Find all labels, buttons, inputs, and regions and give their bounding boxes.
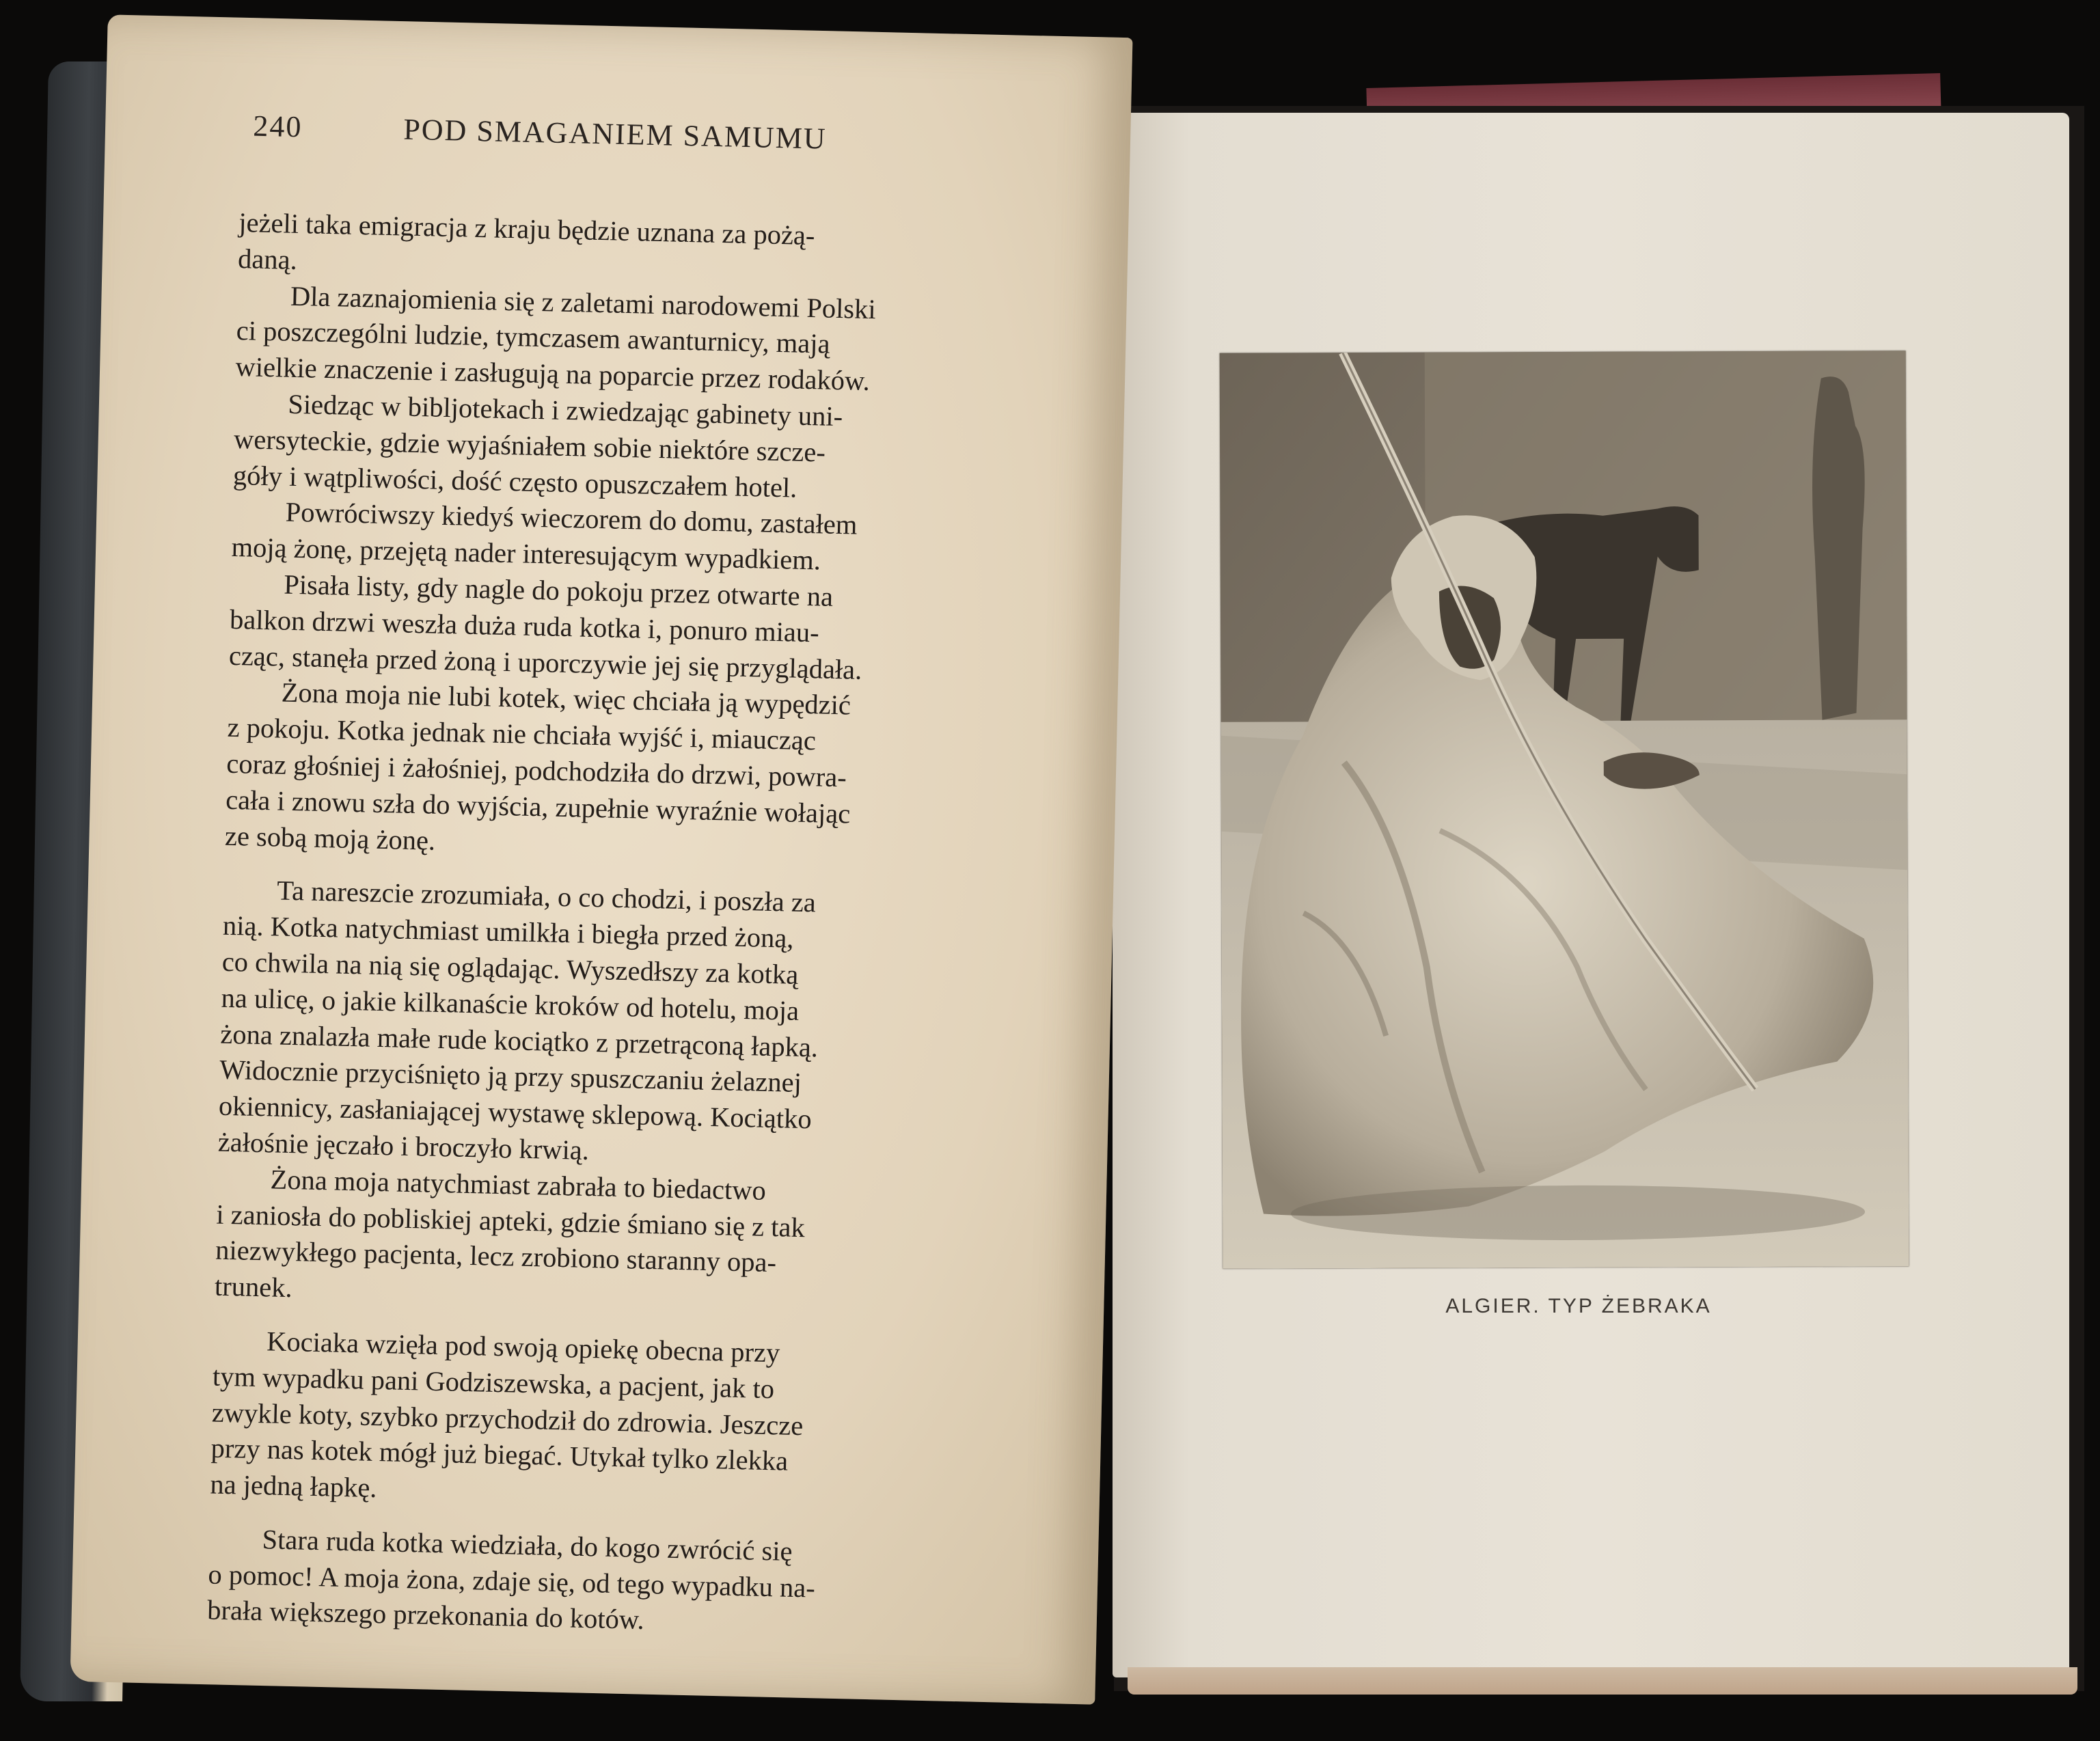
- text-line: wielkie znaczenie i zasługują na poparcie przez rodaków.: [235, 351, 871, 397]
- text-line: jeżeli taka emigracja z kraju będzie uznana za pożą-: [238, 206, 815, 251]
- text-line: na ulicę, o jakie kilkanaście kroków od hotelu, moja: [221, 982, 800, 1026]
- text-line: Powróciwszy kiedyś wieczorem do domu, zastałem: [285, 497, 858, 541]
- text-line: nią. Kotka natychmiast umilkła i biegła przed żoną,: [222, 909, 794, 954]
- text-line: Żona moja natychmiast zabrała to biedactwo: [270, 1164, 767, 1206]
- text-line: daną.: [237, 243, 298, 275]
- text-line: góły i wątpliwości, dość często opuszczałem hotel.: [232, 459, 797, 504]
- text-line: o pomoc! A moja żona, zdaje się, od tego wypadku na-: [208, 1559, 816, 1604]
- text-line: moją żonę, przejętą nader interesującym wypadkiem.: [231, 532, 821, 576]
- text-line: coraz głośniej i żałośniej, podchodziła do drzwi, powra-: [226, 748, 847, 793]
- text-line: cała i znowu szła do wyjścia, zupełnie wyraźnie wołając: [225, 784, 851, 830]
- running-head: POD SMAGANIEM SAMUMU: [403, 112, 828, 156]
- text-line: trunek.: [214, 1270, 293, 1304]
- beggar-photograph: [1220, 351, 1909, 1268]
- text-line: Pisała listy, gdy nagle do pokoju przez otwarte na: [283, 568, 834, 612]
- text-line: zwykle koty, szybko przychodził do zdrowia. Jeszcze: [211, 1397, 804, 1441]
- text-line: żona znalazła małe rude kociątko z przetrąconą łapką.: [219, 1018, 819, 1063]
- text-line: żałośnie jęczało i broczyło krwią.: [217, 1126, 590, 1166]
- text-line: cząc, stanęła przed żoną i uporczywie jej się przyglądała.: [228, 640, 862, 685]
- page-number: 240: [252, 109, 303, 144]
- photo-caption: ALGIER. TYP ŻEBRAKA: [1445, 1295, 1712, 1317]
- text-line: ci poszczególni ludzie, tymczasem awanturnicy, mają: [236, 315, 831, 360]
- text-line: Kociaka wzięła pod swoją opiekę obecna przy: [266, 1326, 780, 1369]
- text-line: i zaniosła do pobliskiej apteki, gdzie śmiano się z tak: [215, 1198, 806, 1243]
- text-line: Dla zaznajomienia się z zaletami narodowemi Polski: [290, 280, 877, 325]
- text-line: ze sobą moją żonę.: [224, 820, 436, 856]
- text-line: z pokoju. Kotka jednak nie chciała wyjść i, miaucząc: [227, 711, 817, 756]
- text-line: balkon drzwi weszła duża ruda kotka i, ponuro miau-: [229, 603, 820, 648]
- text-line: okiennicy, zasłaniającej wystawę sklepową. Kociątko: [218, 1090, 813, 1135]
- page-bottom-edge: [1128, 1667, 2077, 1695]
- text-line: na jedną łapkę.: [210, 1468, 377, 1504]
- text-line: wersyteckie, gdzie wyjaśniałem sobie niektóre szcze-: [233, 423, 826, 468]
- text-line: przy nas kotek mógł już biegać. Utykał tylko zlekka: [210, 1432, 789, 1477]
- text-line: tym wypadku pani Godziszewska, a pacjent, jak to: [212, 1360, 775, 1404]
- text-line: brała większego przekonania do kotów.: [206, 1594, 645, 1636]
- text-line: Ta nareszcie zrozumiała, o co chodzi, i poszła za: [276, 875, 817, 918]
- body-text: [207, 205, 923, 1644]
- text-line: co chwila na nią się oglądając. Wyszedłszy za kotką: [221, 946, 799, 990]
- text-line: Żona moja nie lubi kotek, więc chciała ją wypędzić: [281, 676, 851, 721]
- text-line: Stara ruda kotka wiedziała, do kogo zwrócić się: [262, 1524, 793, 1567]
- photo-plate: [1220, 351, 1909, 1268]
- text-line: Siedząc w bibljotekach i zwiedzając gabinety uni-: [287, 388, 843, 433]
- text-line: niezwykłego pacjenta, lecz zrobiono staranny opa-: [215, 1234, 777, 1278]
- text-line: Widocznie przyciśnięto ją przy spuszczaniu żelaznej: [219, 1054, 802, 1099]
